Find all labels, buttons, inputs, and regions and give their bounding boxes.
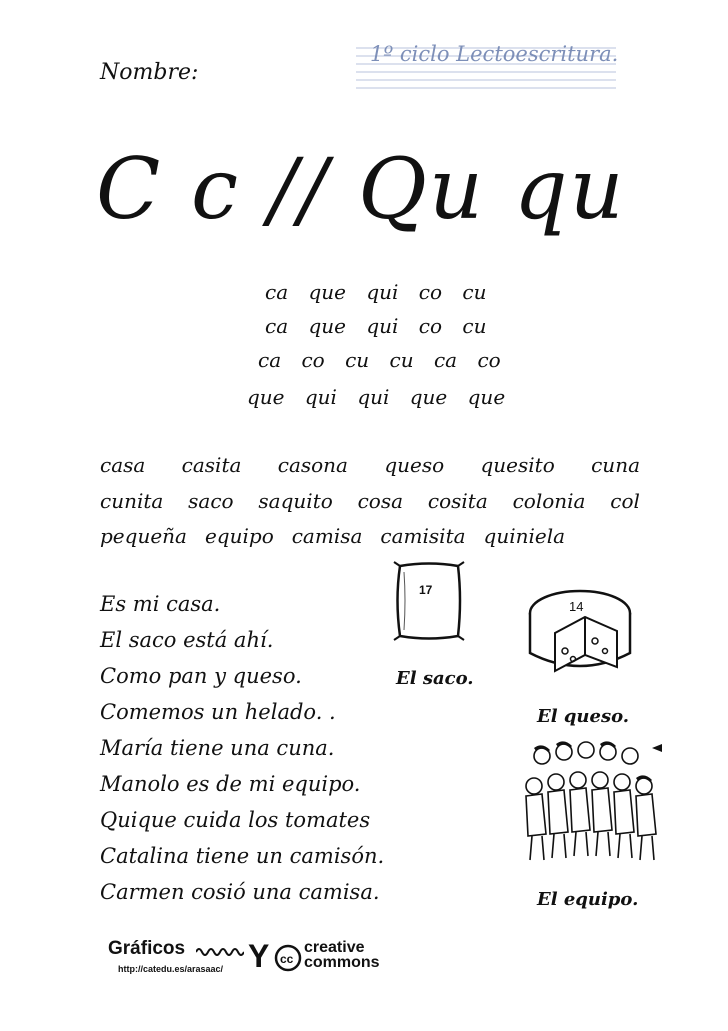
sentence: Carmen cosió una camisa. (100, 880, 380, 904)
sentence: María tiene una cuna. (100, 736, 335, 760)
word: colonia (512, 489, 586, 513)
cycle-label: 1º ciclo Lectoescritura. (370, 42, 619, 66)
word: pequeña (100, 524, 187, 548)
word: cunita (100, 489, 164, 513)
word: camisa (291, 524, 363, 548)
syllable-row: ca co cu cu ca co (258, 348, 501, 372)
squiggle-icon (196, 944, 244, 958)
sentence: El saco está ahí. (100, 628, 274, 652)
team-caption: El equipo. (537, 889, 639, 910)
word: quiniela (483, 524, 566, 548)
logo-y: Y (248, 938, 270, 974)
word: casita (181, 453, 242, 477)
word: cuna (591, 453, 640, 477)
creative-commons-logo-text: creative commons (304, 939, 380, 971)
svg-text:cc: cc (280, 952, 294, 966)
sentence: Es mi casa. (100, 592, 221, 616)
word-row (100, 453, 640, 477)
credits-logos (108, 938, 380, 978)
word: saco (188, 489, 234, 513)
sack-image (392, 560, 466, 642)
cheese-caption: El queso. (537, 706, 630, 727)
word: equipo (204, 524, 274, 548)
sentence: Catalina tiene un camisón. (100, 844, 385, 868)
word: cosa (357, 489, 404, 513)
cheese-number: 14 (569, 599, 584, 614)
arasaac-url: http://catedu.es/arasaac/ (118, 964, 224, 974)
word: casona (277, 453, 348, 477)
word-row (100, 489, 640, 513)
nombre-label: Nombre: (100, 60, 199, 85)
syllable-row: ca que qui co cu (265, 280, 487, 304)
word: camisita (380, 524, 466, 548)
cheese-image (525, 583, 635, 683)
syllable-row: ca que qui co cu (265, 314, 487, 338)
sentence: Manolo es de mi equipo. (100, 772, 361, 796)
cc-icon (274, 944, 302, 976)
word-row (100, 524, 565, 548)
sentence: Comemos un helado. . (100, 700, 336, 724)
word: casa (100, 453, 146, 477)
sentence: Como pan y queso. (100, 664, 302, 688)
team-image (512, 738, 662, 864)
cycle-label-box (352, 36, 620, 98)
word: queso (384, 453, 445, 477)
sentence: Quique cuida los tomates (100, 808, 371, 832)
arasaac-logo-text: Gráficos (108, 938, 186, 959)
word: col (610, 489, 640, 513)
word: quesito (480, 453, 555, 477)
sack-number: 17 (419, 583, 433, 597)
syllable-row: que qui qui que que (247, 385, 506, 409)
letter-title: C c // Qu qu (96, 140, 626, 238)
sack-caption: El saco. (396, 668, 474, 689)
word: saquito (258, 489, 333, 513)
word: cosita (427, 489, 488, 513)
